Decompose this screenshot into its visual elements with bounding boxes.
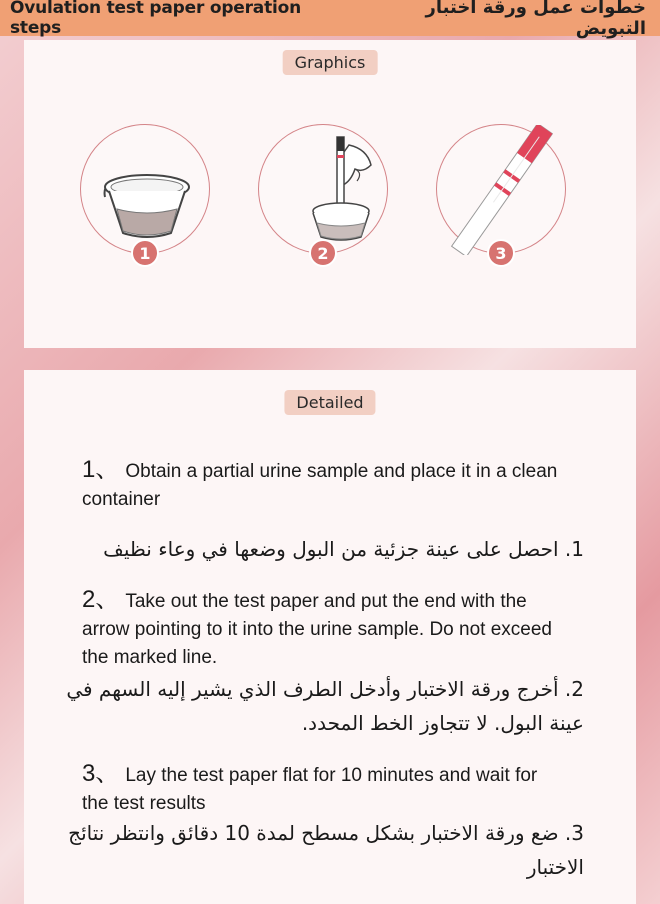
title-arabic: خطوات عمل ورقة اختبار التبويض	[425, 0, 646, 39]
step-1-number: 1、	[82, 456, 120, 483]
graphics-panel	[24, 40, 636, 348]
step-1-graphic	[80, 124, 210, 263]
step-2-english	[82, 586, 562, 672]
step-2-text: Take out the test paper and put the end with the arrow pointing to it into the urine sample. Do not exceed the marked line.	[82, 591, 552, 668]
step-3-arabic: 3. ضع ورقة الاختبار بشكل مسطح لمدة 10 دقائق وانتظر نتائج الاختبار	[68, 821, 584, 879]
step-2-arabic: 2. أخرج ورقة الاختبار وأدخل الطرف الذي يشير إليه السهم في عينة البول. لا تتجاوز الخط المحدد.	[66, 677, 584, 735]
step-3-text: Lay the test paper flat for 10 minutes and wait for the test results	[82, 765, 538, 814]
graphics-label: Graphics	[283, 50, 378, 75]
step-1-english	[82, 456, 562, 514]
step-3-graphic	[436, 124, 566, 263]
step-3-number: 3、	[82, 760, 120, 787]
step-1-text: Obtain a partial urine sample and place it in a clean container	[82, 461, 558, 510]
urine-cup-icon	[81, 125, 211, 255]
detailed-panel	[24, 370, 636, 904]
detailed-label: Detailed	[284, 390, 375, 415]
step-3-english	[82, 760, 562, 818]
title-english: Ovulation test paper operation steps	[10, 0, 302, 38]
test-strip-result-icon	[437, 125, 567, 255]
test-strip-in-cup-icon	[259, 125, 389, 255]
step-1-arabic: 1. احصل على عينة جزئية من البول وضعها في وعاء نظيف	[103, 537, 584, 561]
step-badge: 3	[487, 239, 515, 267]
step-badge: 1	[131, 239, 159, 267]
step-2-number: 2、	[82, 586, 120, 613]
step-badge: 2	[309, 239, 337, 267]
title-bar	[0, 0, 660, 39]
step-2-graphic	[258, 124, 388, 263]
